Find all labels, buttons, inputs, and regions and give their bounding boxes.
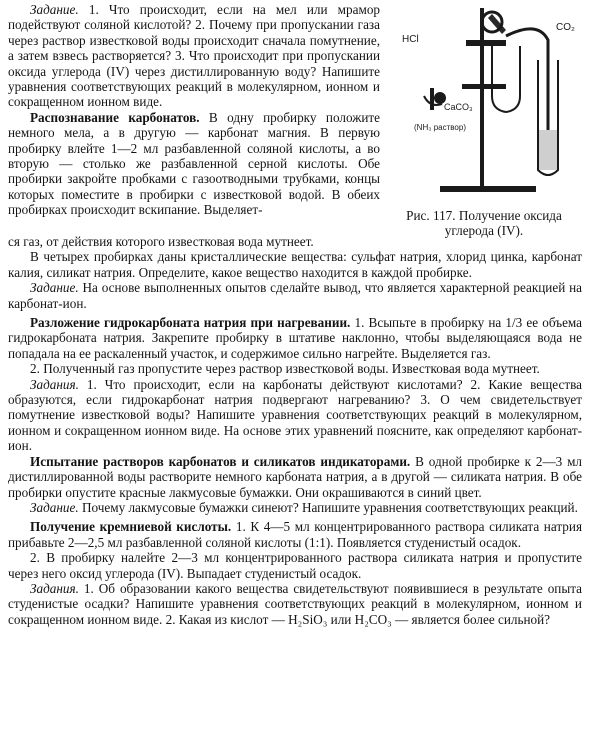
- figure-label-co2: CO₂: [556, 22, 575, 33]
- task-label: Задание.: [30, 499, 79, 515]
- figure-label-caco3: CaCO₃: [444, 102, 473, 112]
- section-text: 1. К 4—5 мл концентрированного раствора силиката натрия прибавьте 2—2,5 мл разбавленной соляной кислоты (1:1). Появляется студенистый осадок.: [8, 519, 583, 550]
- tasks-label: Задания.: [30, 376, 79, 392]
- section-text: В одной пробирке к 2—3 мл дистиллированной воды растворите немного карбоната натрия, а в другой — силиката натрия. В обе пробирки опустите красные лакмусовые бумажки. Они окрашиваются в синий цвет.: [8, 453, 583, 500]
- left-column: [8, 2, 380, 218]
- fraction: 1/3: [505, 315, 523, 331]
- section-text-b: ее объема гидрокарбоната натрия. Закрепите пробирку в штативе наклонно, чтобы выделяющаяся вода не попадала на ее раскаленный участок, и содержимое сильно нагрейте. Выделяется газ.: [8, 315, 583, 361]
- task-text: На основе выполненных опытов сделайте вывод, что является характерной реакцией на карбонат-ион.: [8, 280, 582, 311]
- silicic-acid-paragraph: [8, 519, 582, 550]
- task-text: Почему лакмусовые бумажки синеют? Напишите уравнения соответствующих реакций.: [81, 499, 578, 515]
- section-text-a: 1. Всыпьте в пробирку на: [354, 315, 502, 331]
- tasks-text-b: — является более сильной?: [395, 611, 551, 627]
- carbonates-paragraph-end: ся газ, от действия которого известковая вода мутнеет.: [8, 234, 314, 249]
- indicators-paragraph: [8, 454, 582, 500]
- tasks-paragraph-5: [8, 581, 582, 627]
- silicate-co2-paragraph: 2. В пробирку налейте 2—3 мл концентрированного раствора силиката натрия и пропустите через него оксид углерода (IV). Выпадает студенистый осадок.: [8, 550, 582, 581]
- section-heading: Распознавание карбонатов.: [30, 109, 200, 125]
- task-label: Задание.: [30, 2, 79, 17]
- carbonates-paragraph: [8, 110, 380, 218]
- tasks-paragraph-3: [8, 377, 582, 454]
- figure-caption: Рис. 117. Получение оксида углерода (IV).: [406, 208, 562, 239]
- formula-h2co3: H₂CO₃: [354, 611, 392, 627]
- task-paragraph-4: [8, 500, 582, 515]
- task-paragraph-1: [8, 2, 380, 110]
- section-text: В одну пробирку положите немного мела, а в другую — карбонат магния. В первую пробирку влейте 1—2 мл разбавленной соляной кислоты, а во вторую — столько же разбавленной серной кислоты. Обе пробирки закройте пробками с газоотводными трубками, концы которых поместите в пробирки с известковой водой. В обеих пробирках происходит вскипание. Выделяет-: [8, 109, 380, 218]
- crystal-substances-paragraph: В четырех пробирках даны кристаллические вещества: сульфат натрия, хлорид цинка, карбонат калия, силикат натрия. Определите, какое вещество находится в каждой пробирке.: [8, 249, 582, 280]
- word-or: или: [330, 611, 352, 627]
- bicarbonate-paragraph: [8, 315, 582, 361]
- section-heading: Разложение гидрокарбоната натрия при нагревании.: [30, 315, 351, 331]
- tasks-label: Задания.: [30, 580, 79, 596]
- figure-label-hcl: HCl: [402, 34, 419, 45]
- section-heading: Получение кремниевой кислоты.: [30, 519, 232, 535]
- task-paragraph-2: [8, 280, 582, 311]
- formula-h2sio3: H₂SiO₃: [288, 611, 328, 627]
- tasks-text: 1. Что происходит, если на карбонаты действуют кислотами? 2. Какие вещества образуются, если гидрокарбонат натрия подвергают нагреванию? 3. О чем свидетельствует помутнение известковой воды? Напишите уравнения соответствующих реакций в молекулярном, ионном и сокращенном ионном виде. На основе этих уравнений поясните, как определяют карбонат-ион.: [8, 376, 582, 454]
- lime-water-paragraph: 2. Полученный газ пропустите через раствор известковой воды. Известковая вода мутнеет.: [30, 361, 540, 377]
- section-heading: Испытание растворов карбонатов и силикатов индикаторами.: [30, 453, 411, 469]
- task-label: Задание.: [30, 280, 79, 296]
- task-text: 1. Что происходит, если на мел или мрамор подействуют соляной кислотой? 2. Почему при пропускании газа через раствор известковой воды происходит сначала помутнение, а затем взвесь растворяется? 3. Что происходит при пропускании оксида углерода (IV) через дистиллированную воду? Напишите уравнения соответствующих реакций в молекулярном, ионном и сокращенном ионном виде.: [8, 2, 381, 110]
- tasks-text-a: 1. Об образовании какого вещества свидетельствуют появившиеся в результате опыта студенистые осадки? Напишите уравнения соответствующих реакций в молекулярном, ионном и сокращенном ионном виде. 2. Какая из кислот —: [8, 580, 583, 627]
- full-width-text: [8, 234, 582, 627]
- figure-label-nh3: (NH₃ раствор): [414, 123, 466, 132]
